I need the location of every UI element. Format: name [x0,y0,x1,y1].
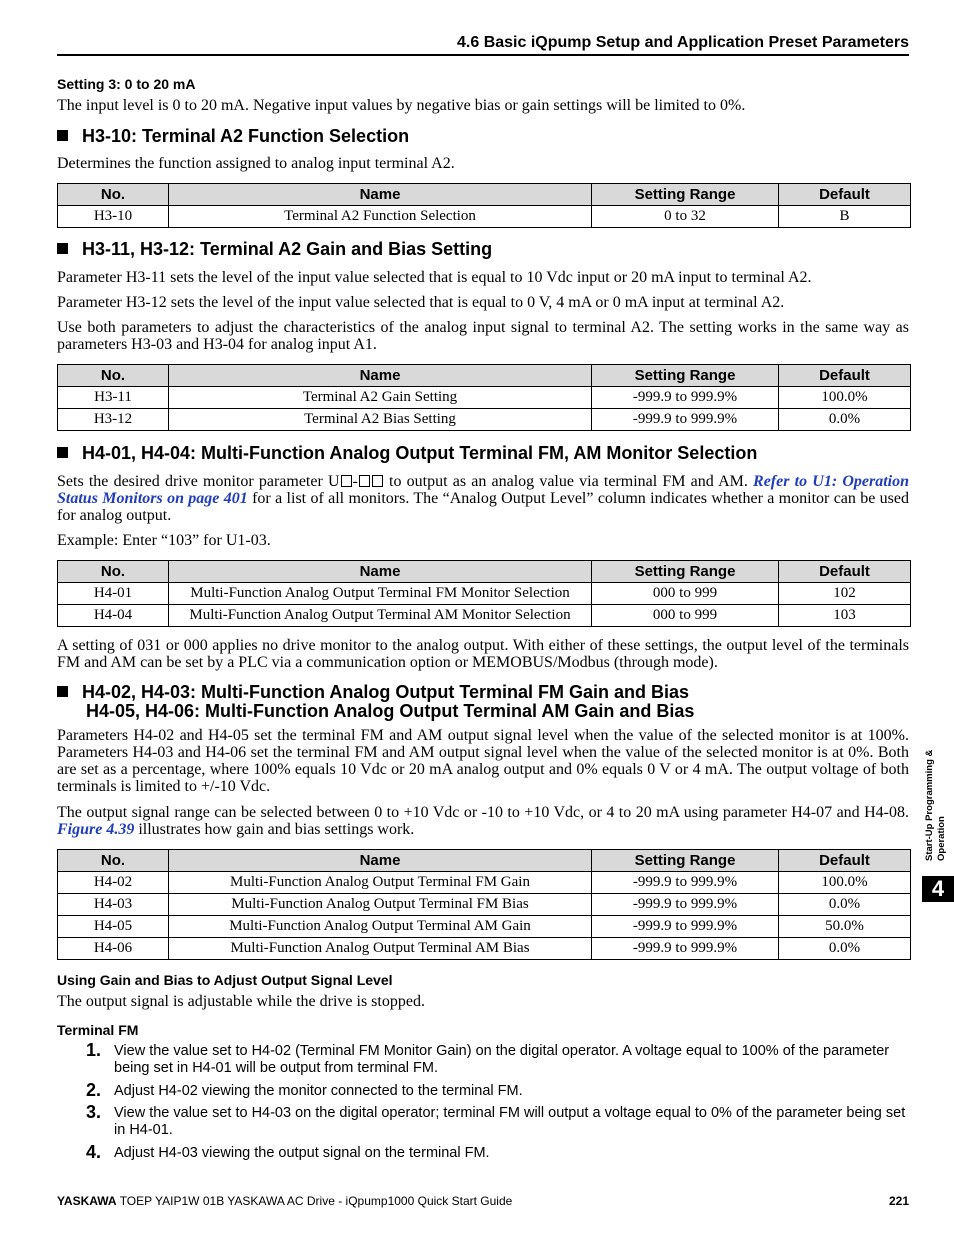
cell-default: 0.0% [779,894,911,916]
cell-no: H4-06 [58,938,169,960]
step-text: View the value set to H4-02 (Terminal FM Monitor Gain) on the digital operator. A voltage equal to 100% of the parameter being set in H4-01 will be output from terminal FM. [114,1043,890,1076]
cell-no: H3-11 [58,387,169,409]
col-no: No. [58,561,169,583]
setting3-title: Setting 3: 0 to 20 mA [57,76,196,92]
cell-range: -999.9 to 999.9% [592,938,779,960]
footer-text: TOEP YAIP1W 01B YASKAWA AC Drive - iQpump1000 Quick Start Guide [116,1194,513,1208]
cell-range: -999.9 to 999.9% [592,387,779,409]
header-rule [57,54,909,56]
table-row [58,894,911,916]
col-name: Name [169,561,592,583]
cell-range: -999.9 to 999.9% [592,894,779,916]
cell-no: H4-02 [58,872,169,894]
table-row [58,409,911,431]
table-row [58,605,911,627]
cell-range: 000 to 999 [592,583,779,605]
cell-name: Multi-Function Analog Output Terminal FM Bias [169,894,592,916]
page-number: 221 [888,1194,909,1208]
using-gain-bias-text: The output signal is adjustable while the drive is stopped. [57,993,425,1010]
cell-no: H3-10 [58,206,169,228]
table-row [58,938,911,960]
footer-brand: YASKAWA [57,1194,117,1208]
h4-01-example: Example: Enter “103” for U1-03. [57,532,271,549]
cell-name: Multi-Function Analog Output Terminal FM Gain [169,872,592,894]
section-bullet-icon [57,686,68,697]
cell-name: Multi-Function Analog Output Terminal AM Gain [169,916,592,938]
section-heading-h4-01 [57,444,757,463]
cell-name: Multi-Function Analog Output Terminal FM Monitor Selection [169,583,592,605]
cell-default: 0.0% [779,938,911,960]
col-range: Setting Range [592,184,779,206]
section-bullet-icon [57,130,68,141]
col-default: Default [779,184,911,206]
h3-11-paragraph-3: Use both parameters to adjust the characteristics of the analog input signal to terminal A2. The setting works in the same way as parameters H3-03 and H3-04 for analog input A1. [57,319,909,353]
heading-text: H3-10: Terminal A2 Function Selection [82,126,410,146]
col-no: No. [58,184,169,206]
page-header-title: 4.6 Basic iQpump Setup and Application Preset Parameters [457,34,909,51]
cell-default: 0.0% [779,409,911,431]
cell-default: 100.0% [779,387,911,409]
cell-no: H4-03 [58,894,169,916]
heading-text: H4-01, H4-04: Multi-Function Analog Output Terminal FM, AM Monitor Selection [82,443,758,463]
table-row [58,387,911,409]
placeholder-box-icon [372,475,383,487]
cell-no: H4-05 [58,916,169,938]
text-segment: The output signal range can be selected between 0 to +10 Vdc or -10 to +10 Vdc, or 4 to 20 mA using parameter H4-07 and H4-08. [57,804,909,821]
col-range: Setting Range [592,850,779,872]
cell-range: 0 to 32 [592,206,779,228]
cell-name: Multi-Function Analog Output Terminal AM Monitor Selection [169,605,592,627]
section-heading-h3-11 [57,240,492,259]
section-heading-h3-10 [57,127,409,146]
h4-02-paragraph-2 [57,804,909,838]
text-segment: Sets the desired drive monitor parameter U [57,473,340,490]
col-default: Default [779,850,911,872]
h3-11-paragraph-1: Parameter H3-11 sets the level of the input value selected that is equal to 10 Vdc input or 20 mA input to terminal A2. [57,269,812,286]
col-range: Setting Range [592,561,779,583]
cell-no: H3-12 [58,409,169,431]
heading-text: H4-02, H4-03: Multi-Function Analog Output Terminal FM Gain and Bias [82,682,690,702]
step-text: Adjust H4-03 viewing the output signal on the terminal FM. [114,1145,490,1161]
cell-range: -999.9 to 999.9% [592,409,779,431]
step-number: 1. [86,1040,102,1060]
cell-name: Terminal A2 Function Selection [169,206,592,228]
table-header-row [58,184,911,206]
col-default: Default [779,365,911,387]
cell-default: 102 [779,583,911,605]
text-segment: for a list of all monitors. The “Analog Output Level” column indicates whether a monitor can be used for analog output. [57,490,910,524]
section-bullet-icon [57,243,68,254]
heading-text-line-2: H4-05, H4-06: Multi-Function Analog Output Terminal AM Gain and Bias [86,701,695,721]
text-segment: - [352,473,358,490]
chapter-side-label: Start-Up Programming & Operation [924,749,947,861]
cell-range: -999.9 to 999.9% [592,916,779,938]
chapter-tab[interactable]: 4 [922,876,954,902]
h3-10-description: Determines the function assigned to analog input terminal A2. [57,155,455,172]
cell-default: 100.0% [779,872,911,894]
cell-default: B [779,206,911,228]
placeholder-box-icon [359,475,370,487]
cell-default: 103 [779,605,911,627]
parameter-table-h3-11 [57,364,911,431]
heading-text: H3-11, H3-12: Terminal A2 Gain and Bias Setting [82,239,493,259]
col-name: Name [169,365,592,387]
cell-name: Multi-Function Analog Output Terminal AM Bias [169,938,592,960]
parameter-table-h4-02 [57,849,911,960]
monitors-reference-link[interactable]: Refer to U1: Operation Status Monitors on page 401 [57,473,909,507]
figure-reference-link[interactable]: Figure 4.39 [57,821,135,838]
step-number: 3. [86,1102,102,1122]
h4-01-paragraph [57,473,909,524]
section-heading-h4-02 [57,683,694,721]
cell-default: 50.0% [779,916,911,938]
placeholder-box-icon [341,475,352,487]
parameter-table-h4-01 [57,560,911,627]
footer-document-info [57,1194,512,1208]
col-no: No. [58,365,169,387]
col-name: Name [169,850,592,872]
cell-range: 000 to 999 [592,605,779,627]
col-range: Setting Range [592,365,779,387]
parameter-table-h3-10 [57,183,911,228]
cell-no: H4-04 [58,605,169,627]
col-name: Name [169,184,592,206]
text-segment: illustrates how gain and bias settings work. [134,821,415,838]
h4-01-note: A setting of 031 or 000 applies no drive monitor to the analog output. With either of these settings, the output level of the terminals FM and AM can be set by a PLC via a communication option or MEMOBUS/Modbus (through mode). [57,637,909,671]
section-bullet-icon [57,447,68,458]
step-number: 2. [86,1080,102,1100]
table-header-row [58,561,911,583]
cell-range: -999.9 to 999.9% [592,872,779,894]
table-row [58,583,911,605]
col-no: No. [58,850,169,872]
table-row [58,206,911,228]
terminal-fm-title: Terminal FM [57,1022,139,1038]
setting3-text: The input level is 0 to 20 mA. Negative input values by negative bias or gain settings will be limited to 0%. [57,97,746,114]
step-text: Adjust H4-02 viewing the monitor connected to the terminal FM. [114,1083,523,1099]
table-header-row [58,850,911,872]
cell-name: Terminal A2 Bias Setting [169,409,592,431]
using-gain-bias-title: Using Gain and Bias to Adjust Output Signal Level [57,972,393,988]
h4-02-paragraph-1: Parameters H4-02 and H4-05 set the terminal FM and AM output signal level when the value of the selected monitor is at 100%. Parameters H4-03 and H4-06 set the terminal FM and AM output signal level when the value of the selected monitor is at 0%. Both are set as a percentage, where 100% equals 10 Vdc or 20 mA analog output and 0% equals 0 V or 4 mA. The output voltage of both terminals is limited to +/-10 Vdc. [57,727,909,795]
col-default: Default [779,561,911,583]
h3-11-paragraph-2: Parameter H3-12 sets the level of the input value selected that is equal to 0 V, 4 mA or 0 mA input at terminal A2. [57,294,785,311]
step-text: View the value set to H4-03 on the digital operator; terminal FM will output a voltage equal to 0% of the parameter being set in H4-01. [114,1105,906,1138]
cell-name: Terminal A2 Gain Setting [169,387,592,409]
cell-no: H4-01 [58,583,169,605]
text-segment: to output as an analog value via terminal FM and AM. [383,473,754,490]
table-row [58,872,911,894]
table-header-row [58,365,911,387]
step-number: 4. [86,1142,102,1162]
table-row [58,916,911,938]
